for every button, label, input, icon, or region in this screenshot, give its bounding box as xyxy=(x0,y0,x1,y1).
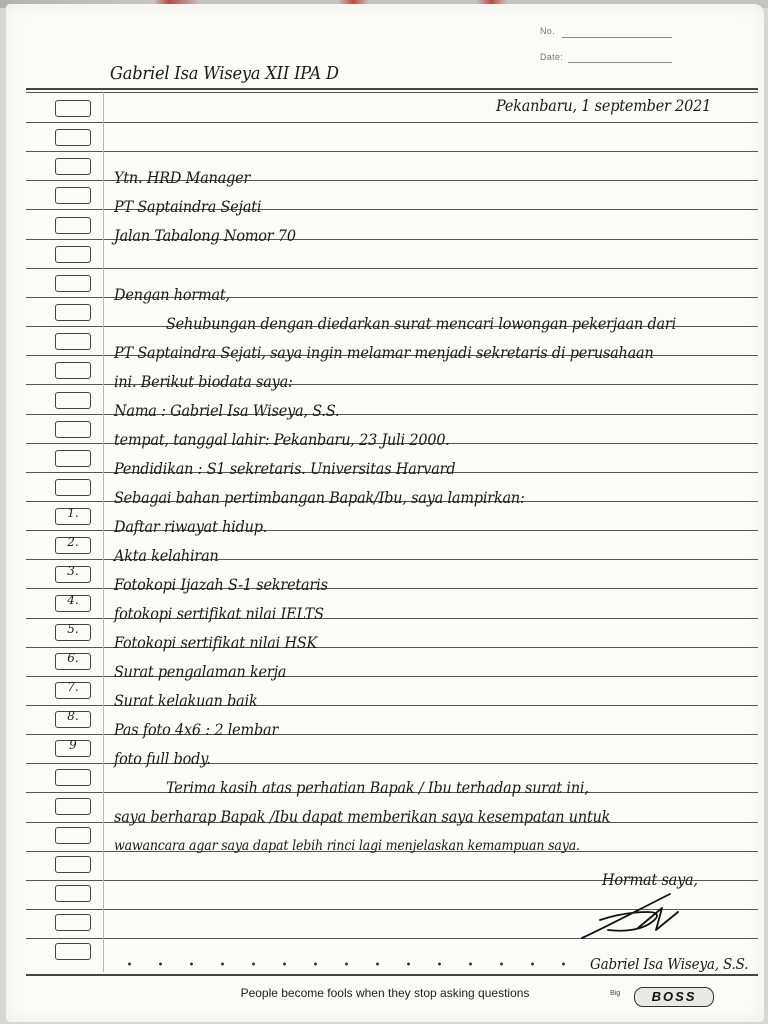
attachment-number: 3. xyxy=(67,564,79,578)
ruled-line xyxy=(26,122,758,123)
row-box xyxy=(55,217,91,234)
row-box xyxy=(55,129,91,146)
signature-dots xyxy=(114,961,584,967)
attachment-box-2 xyxy=(55,537,91,554)
attachment-item-3: Fotokopi Ijazah S-1 sekretaris xyxy=(114,575,328,594)
signature-icon xyxy=(578,886,688,946)
attachment-item-8: Pas foto 4x6 : 2 lembar xyxy=(114,720,279,739)
row-box xyxy=(55,798,91,815)
attachment-number: 4. xyxy=(67,593,79,607)
row-box xyxy=(55,333,91,350)
attachment-item-7: Surat kelakuan baik xyxy=(114,691,258,710)
margin-line xyxy=(103,92,104,972)
row-box xyxy=(55,450,91,467)
attachment-number: 9 xyxy=(69,738,77,752)
top-rule xyxy=(26,88,758,90)
brand-logo: BOSS xyxy=(634,987,714,1007)
place-date: Pekanbaru, 1 september 2021 xyxy=(496,96,712,115)
no-label: No. xyxy=(540,26,555,36)
closing-line-2: saya berharap Bapak /Ibu dapat memberikan saya kesempatan untuk xyxy=(114,807,611,826)
signature-name: Gabriel Isa Wiseya, S.S. xyxy=(590,955,749,973)
attachment-box-6 xyxy=(55,653,91,670)
row-box xyxy=(55,421,91,438)
attachment-number: 2. xyxy=(67,535,79,549)
attachment-box-3 xyxy=(55,566,91,583)
attachment-item-5: Fotokopi sertifikat nilai HSK xyxy=(114,633,318,652)
biodata-education: Pendidikan : S1 sekretaris. Universitas Harvard xyxy=(114,459,456,478)
notebook-page xyxy=(6,4,764,1022)
student-name-line: Gabriel Isa Wiseya XII IPA D xyxy=(110,63,339,84)
bottom-rule xyxy=(26,974,758,976)
row-box xyxy=(55,158,91,175)
recipient-line-2: PT Saptaindra Sejati xyxy=(114,197,262,216)
attachment-box-7 xyxy=(55,682,91,699)
no-line xyxy=(562,37,672,38)
opening-line-3: ini. Berikut biodata saya: xyxy=(114,372,293,391)
attachment-number: 5. xyxy=(67,622,79,636)
row-box xyxy=(55,943,91,960)
attachment-box-5 xyxy=(55,624,91,641)
opening-line-1: Sehubungan dengan diedarkan surat mencari lowongan pekerjaan dari xyxy=(166,314,677,333)
row-box xyxy=(55,362,91,379)
ruled-line xyxy=(26,151,758,152)
attachment-number: 8. xyxy=(67,709,79,723)
footer-motto: People become fools when they stop asking questions xyxy=(240,986,530,1000)
opening-line-2: PT Saptaindra Sejati, saya ingin melamar menjadi sekretaris di perusahaan xyxy=(114,343,654,362)
top-rule-2 xyxy=(26,92,758,93)
recipient-line-3: Jalan Tabalong Nomor 70 xyxy=(114,226,296,245)
row-box xyxy=(55,914,91,931)
attachment-intro: Sebagai bahan pertimbangan Bapak/Ibu, saya lampirkan: xyxy=(114,488,525,507)
biodata-name: Nama : Gabriel Isa Wiseya, S.S. xyxy=(114,401,340,420)
closing-line-3: wawancara agar saya dapat lebih rinci lagi menjelaskan kemampuan saya. xyxy=(114,838,580,854)
sign-off: Hormat saya, xyxy=(602,870,698,889)
attachment-item-6: Surat pengalaman kerja xyxy=(114,662,287,681)
attachment-box-8 xyxy=(55,711,91,728)
row-box xyxy=(55,275,91,292)
row-box xyxy=(55,392,91,409)
row-box xyxy=(55,856,91,873)
recipient-line-1: Ytn. HRD Manager xyxy=(114,168,251,187)
date-line xyxy=(568,62,672,63)
row-box xyxy=(55,246,91,263)
attachment-box-4 xyxy=(55,595,91,612)
attachment-number: 6. xyxy=(67,651,79,665)
biodata-birth: tempat, tanggal lahir: Pekanbaru, 23 Juli 2000. xyxy=(114,430,450,449)
date-label: Date: xyxy=(540,52,564,62)
row-box xyxy=(55,187,91,204)
row-box xyxy=(55,769,91,786)
attachment-item-1: Daftar riwayat hidup. xyxy=(114,517,268,536)
attachment-box-9 xyxy=(55,740,91,757)
row-box xyxy=(55,827,91,844)
row-box xyxy=(55,100,91,117)
row-box xyxy=(55,304,91,321)
attachment-item-2: Akta kelahiran xyxy=(114,546,219,565)
row-box xyxy=(55,479,91,496)
attachment-item-4: fotokopi sertifikat nilai IELTS xyxy=(114,604,324,623)
attachment-item-9: foto full body. xyxy=(114,749,211,768)
attachment-box-1 xyxy=(55,508,91,525)
attachment-number: 1. xyxy=(67,506,79,520)
greeting: Dengan hormat, xyxy=(114,285,230,304)
brand-prefix: Big xyxy=(610,990,621,997)
row-box xyxy=(55,885,91,902)
ruled-line xyxy=(26,268,758,269)
attachment-number: 7. xyxy=(67,680,79,694)
closing-line-1: Terima kasih atas perhatian Bapak / Ibu terhadap surat ini, xyxy=(166,778,589,797)
